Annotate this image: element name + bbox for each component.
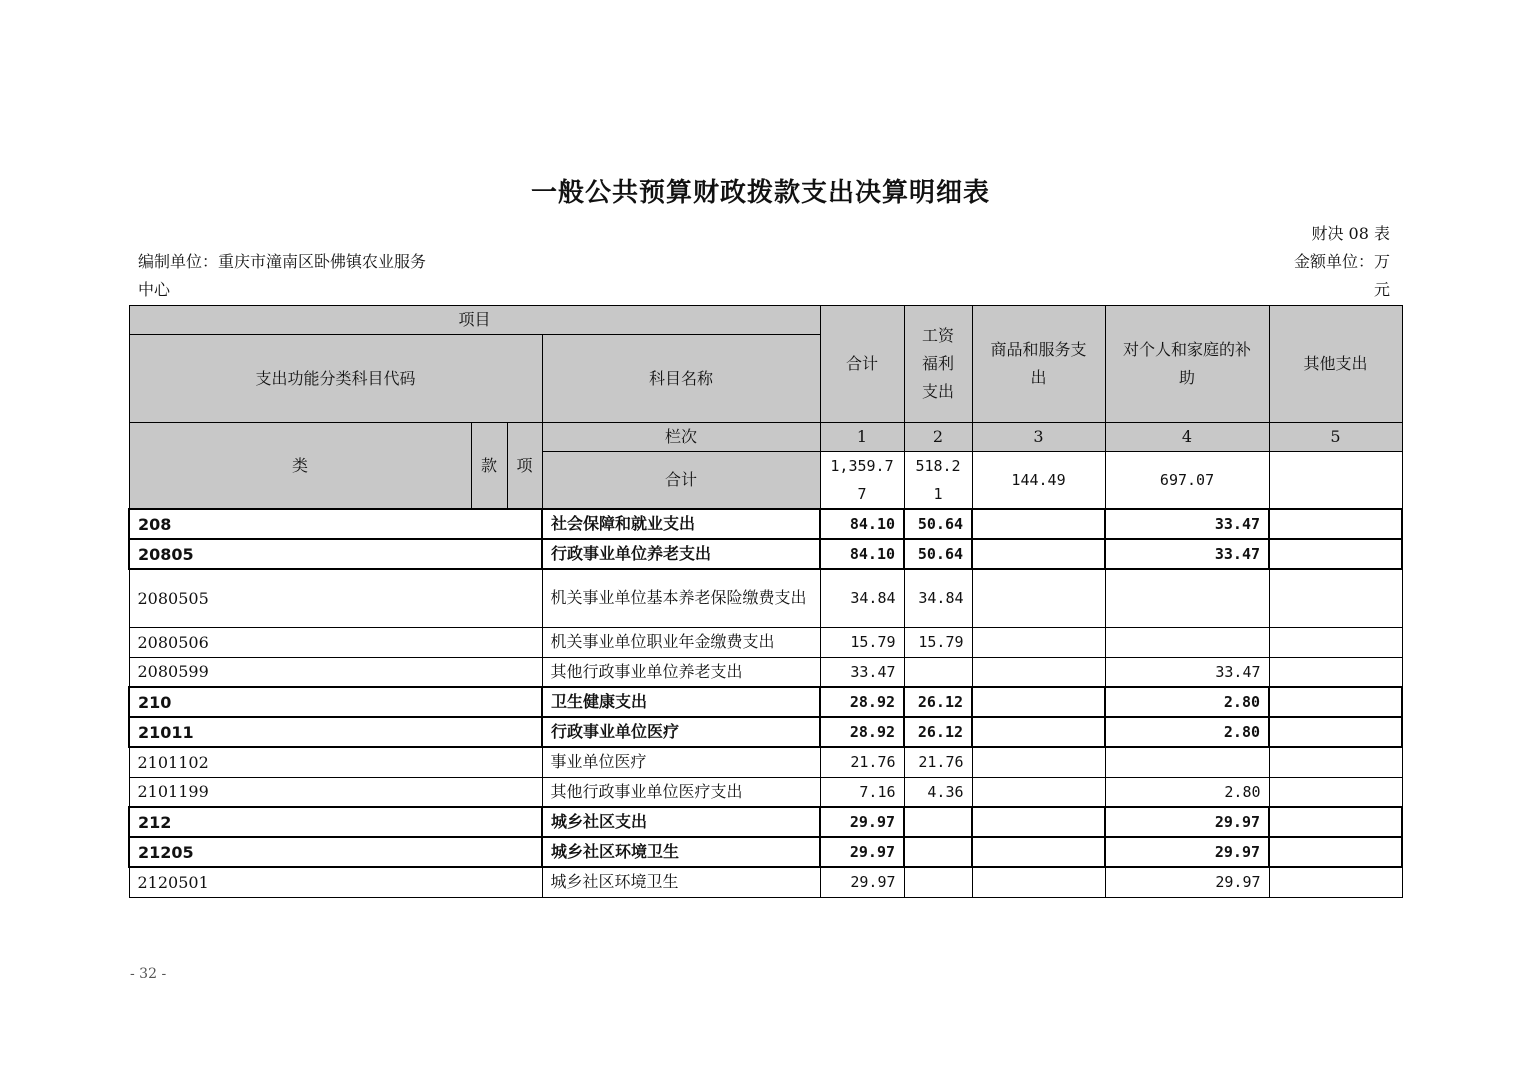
- table-row: [129, 867, 1402, 897]
- row-total: 29.97: [820, 867, 904, 897]
- row-personal: 2.80: [1105, 687, 1269, 717]
- table-row: [129, 539, 1402, 569]
- header-project: 项目: [129, 306, 820, 335]
- header-subject-name: 科目名称: [542, 335, 820, 423]
- row-total: 29.97: [820, 837, 904, 867]
- row-total: 84.10: [820, 539, 904, 569]
- row-subject-name: 城乡社区环境卫生: [542, 837, 820, 867]
- page-number: - 32 -: [130, 966, 167, 982]
- grand-total-wage: 518.21: [904, 452, 972, 510]
- row-goods: [972, 777, 1105, 807]
- row-goods: [972, 657, 1105, 687]
- row-goods: [972, 687, 1105, 717]
- row-other: [1269, 807, 1402, 837]
- row-personal: 29.97: [1105, 837, 1269, 867]
- row-code: 2101102: [129, 747, 542, 777]
- header-other: 其他支出: [1269, 306, 1402, 423]
- row-personal: 29.97: [1105, 867, 1269, 897]
- table-row: [129, 837, 1402, 867]
- row-goods: [972, 867, 1105, 897]
- row-goods: [972, 717, 1105, 747]
- row-total: 28.92: [820, 687, 904, 717]
- org-label-cont: 中心: [138, 280, 171, 299]
- row-total: 7.16: [820, 777, 904, 807]
- header-total: 合计: [820, 306, 904, 423]
- row-personal: 29.97: [1105, 807, 1269, 837]
- header-lei: 类: [129, 423, 471, 510]
- row-subject-name: 行政事业单位医疗: [542, 717, 820, 747]
- row-subject-name: 机关事业单位基本养老保险缴费支出: [542, 569, 820, 627]
- row-personal: 33.47: [1105, 657, 1269, 687]
- table-row: [129, 569, 1402, 627]
- row-goods: [972, 837, 1105, 867]
- row-goods: [972, 539, 1105, 569]
- row-other: [1269, 747, 1402, 777]
- row-code: 2101199: [129, 777, 542, 807]
- row-subject-name: 社会保障和就业支出: [542, 509, 820, 539]
- amount-unit-cont: 元: [1373, 280, 1390, 299]
- col-no-3: 3: [972, 423, 1105, 452]
- col-no-1: 1: [820, 423, 904, 452]
- page-title: 一般公共预算财政拨款支出决算明细表: [530, 178, 990, 208]
- header-func-code: 支出功能分类科目代码: [129, 335, 542, 423]
- header-wage: 工资福利支出: [904, 306, 972, 423]
- row-other: [1269, 509, 1402, 539]
- row-code: 21011: [129, 717, 542, 747]
- row-other: [1269, 627, 1402, 657]
- row-personal: 2.80: [1105, 777, 1269, 807]
- row-code: 2080506: [129, 627, 542, 657]
- row-subject-name: 其他行政事业单位医疗支出: [542, 777, 820, 807]
- row-wage: [904, 867, 972, 897]
- row-wage: 50.64: [904, 539, 972, 569]
- row-total: 28.92: [820, 717, 904, 747]
- row-wage: [904, 657, 972, 687]
- row-subject-name: 机关事业单位职业年金缴费支出: [542, 627, 820, 657]
- grand-total-other: [1269, 452, 1402, 510]
- row-personal: 33.47: [1105, 539, 1269, 569]
- row-other: [1269, 657, 1402, 687]
- row-goods: [972, 747, 1105, 777]
- row-wage: 4.36: [904, 777, 972, 807]
- row-goods: [972, 807, 1105, 837]
- row-personal: 33.47: [1105, 509, 1269, 539]
- row-code: 2080599: [129, 657, 542, 687]
- row-other: [1269, 539, 1402, 569]
- row-subject-name: 卫生健康支出: [542, 687, 820, 717]
- row-code: 2120501: [129, 867, 542, 897]
- row-other: [1269, 837, 1402, 867]
- row-code: 2080505: [129, 569, 542, 627]
- row-total: 21.76: [820, 747, 904, 777]
- header-goods: 商品和服务支出: [972, 306, 1105, 423]
- budget-table: [128, 305, 1403, 898]
- table-row: [129, 509, 1402, 539]
- row-code: 21205: [129, 837, 542, 867]
- row-wage: 50.64: [904, 509, 972, 539]
- row-total: 29.97: [820, 807, 904, 837]
- row-goods: [972, 509, 1105, 539]
- row-goods: [972, 627, 1105, 657]
- row-personal: 2.80: [1105, 717, 1269, 747]
- org-label: 编制单位：重庆市潼南区卧佛镇农业服务: [138, 252, 427, 271]
- row-code: 20805: [129, 539, 542, 569]
- header-column-no: 栏次: [542, 423, 820, 452]
- row-wage: 26.12: [904, 717, 972, 747]
- row-goods: [972, 569, 1105, 627]
- row-other: [1269, 569, 1402, 627]
- row-code: 212: [129, 807, 542, 837]
- header-personal: 对个人和家庭的补助: [1105, 306, 1269, 423]
- row-subject-name: 城乡社区支出: [542, 807, 820, 837]
- table-row: [129, 807, 1402, 837]
- row-personal: [1105, 627, 1269, 657]
- amount-unit: 金额单位：万: [1293, 252, 1390, 271]
- col-no-2: 2: [904, 423, 972, 452]
- row-code: 208: [129, 509, 542, 539]
- row-wage: [904, 807, 972, 837]
- grand-total-total: 1,359.77: [820, 452, 904, 510]
- col-no-4: 4: [1105, 423, 1269, 452]
- row-total: 33.47: [820, 657, 904, 687]
- form-number: 财决 08 表: [1311, 224, 1390, 243]
- header-kuan: 款: [471, 423, 507, 510]
- table-row: [129, 687, 1402, 717]
- grand-total-goods: 144.49: [972, 452, 1105, 510]
- row-subject-name: 行政事业单位养老支出: [542, 539, 820, 569]
- grand-total-label: 合计: [542, 452, 820, 510]
- row-subject-name: 事业单位医疗: [542, 747, 820, 777]
- row-other: [1269, 867, 1402, 897]
- row-wage: 34.84: [904, 569, 972, 627]
- row-code: 210: [129, 687, 542, 717]
- row-total: 84.10: [820, 509, 904, 539]
- row-wage: [904, 837, 972, 867]
- row-other: [1269, 687, 1402, 717]
- row-other: [1269, 777, 1402, 807]
- row-personal: [1105, 569, 1269, 627]
- row-wage: 26.12: [904, 687, 972, 717]
- row-total: 15.79: [820, 627, 904, 657]
- table-row: [129, 777, 1402, 807]
- row-personal: [1105, 747, 1269, 777]
- table-row: [129, 717, 1402, 747]
- table-row: [129, 747, 1402, 777]
- header-xiang: 项: [507, 423, 542, 510]
- table-row: [129, 627, 1402, 657]
- col-no-5: 5: [1269, 423, 1402, 452]
- row-subject-name: 其他行政事业单位养老支出: [542, 657, 820, 687]
- row-total: 34.84: [820, 569, 904, 627]
- row-wage: 15.79: [904, 627, 972, 657]
- table-row: [129, 657, 1402, 687]
- row-wage: 21.76: [904, 747, 972, 777]
- row-other: [1269, 717, 1402, 747]
- row-subject-name: 城乡社区环境卫生: [542, 867, 820, 897]
- grand-total-personal: 697.07: [1105, 452, 1269, 510]
